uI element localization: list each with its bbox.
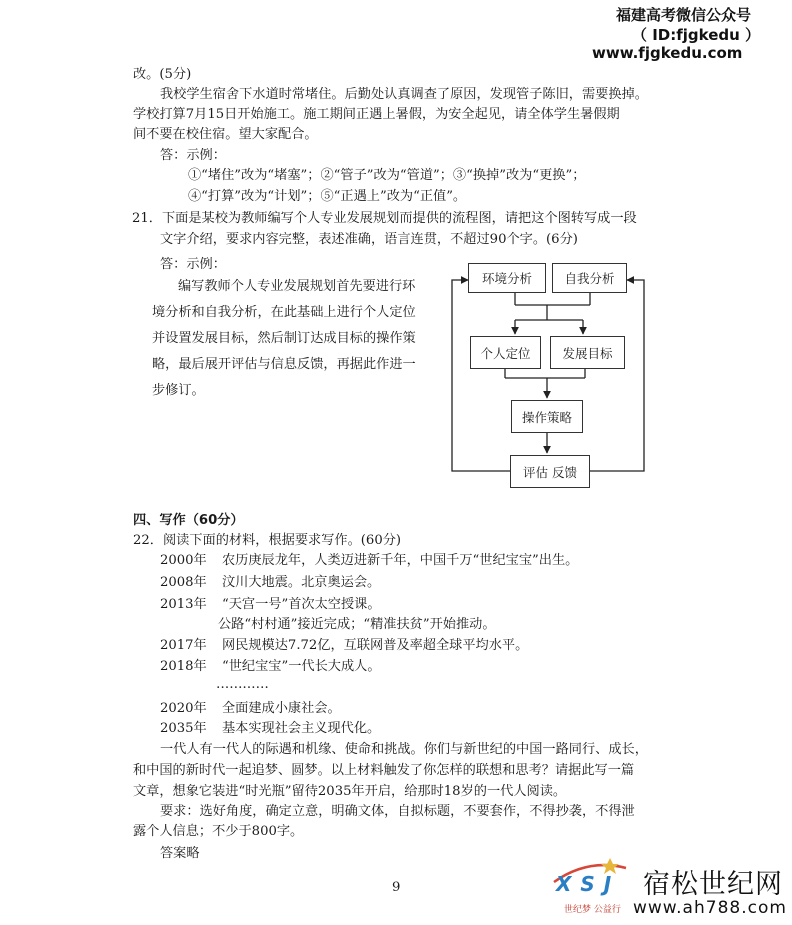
q21-answer-line: 编写教师个人专业发展规划首先要进行环 [178, 279, 416, 294]
watermark-site-name: 宿松世纪网 [643, 869, 783, 900]
timeline-text: “世纪宝宝”一代长大成人。 [222, 659, 381, 674]
q20-passage-line: 间不要在校住宿。望大家配合。 [133, 127, 318, 142]
q20-answer-line: ④“打算”改为“计划”；⑤“正遇上”改为“正值”。 [188, 189, 467, 204]
timeline-text: 网民规模达7.72亿，互联网普及率超全球平均水平。 [222, 638, 529, 653]
flowchart-node-position: 个人定位 [470, 336, 541, 369]
prompt-line: 一代人有一代人的际遇和机缘、使命和挑战。你们与新世纪的中国一路同行、成长， [160, 742, 648, 757]
answer-omitted: 答案略 [160, 846, 200, 861]
q21-question-line: 21．下面是某校为教师编写个人专业发展规划而提供的流程图，请把这个图转写成一段 [132, 211, 637, 226]
timeline-ellipsis: ………… [216, 677, 269, 692]
prompt-line: 和中国的新时代一起追梦、圆梦。以上材料触发了你怎样的联想和思考？请据此写一篇 [133, 763, 635, 778]
q21-answer-label: 答：示例： [160, 257, 226, 272]
flowchart-node-strategy: 操作策略 [511, 400, 583, 433]
flowchart-node-feedback: 评估 反馈 [510, 455, 590, 488]
prompt-line: 文章，想象它装进“时光瓶”留待2035年开启，给那时18岁的一代人阅读。 [133, 784, 567, 799]
timeline-year: 2013年 [160, 597, 207, 612]
q21-answer-line: 并设置发展目标，然后制订达成目标的操作策 [152, 331, 416, 346]
page-number: 9 [392, 880, 401, 895]
flowchart-node-self: 自我分析 [552, 263, 627, 293]
timeline-year: 2017年 [160, 638, 207, 653]
watermark-title: 福建高考微信公众号 [616, 6, 752, 24]
timeline-text: 公路“村村通”接近完成；“精准扶贫”开始推动。 [218, 617, 496, 632]
timeline-year: 2020年 [160, 701, 207, 716]
watermark-url: www.fjgkedu.com [592, 44, 743, 62]
logo-letters: X S J [556, 872, 613, 896]
section-title: 四、写作（60分） [133, 513, 244, 528]
timeline-text: 全面建成小康社会。 [222, 701, 341, 716]
q20-answer-line: ①“堵住”改为“堵塞”；②“管子”改为“管道”；③“换掉”改为“更换”； [188, 168, 586, 183]
timeline-text: “天宫一号”首次太空授课。 [222, 597, 381, 612]
watermark-id: （ ID:fjgkedu ） [632, 26, 761, 44]
q20-answer-label: 答：示例： [160, 148, 226, 163]
timeline-year: 2035年 [160, 721, 207, 736]
timeline-text: 基本实现社会主义现代化。 [222, 721, 381, 736]
watermark-site-url: www.ah788.com [633, 898, 787, 918]
q20-passage-line: 学校打算7月15日开始施工。施工期间正遇上暑假，为安全起见，请全体学生暑假期 [133, 107, 620, 122]
timeline-year: 2008年 [160, 575, 207, 590]
q21-answer-line: 步修订。 [152, 383, 205, 398]
timeline-year: 2018年 [160, 659, 207, 674]
flowchart-node-goal: 发展目标 [550, 336, 625, 369]
timeline-text: 农历庚辰龙年，人类迈进新千年，中国千万“世纪宝宝”出生。 [222, 553, 579, 568]
flowchart-node-env: 环境分析 [468, 263, 546, 293]
q21-question-line: 文字介绍，要求内容完整，表述准确，语言连贯，不超过90个字。(6分) [160, 232, 578, 247]
q20-passage-line: 我校学生宿舍下水道时常堵住。后勤处认真调查了原因，发现管子陈旧，需要换掉。 [160, 87, 648, 102]
timeline-year: 2000年 [160, 553, 207, 568]
q21-answer-line: 略，最后展开评估与信息反馈，再据此作进一 [152, 357, 416, 372]
q22-question-line: 22．阅读下面的材料，根据要求写作。(60分) [133, 533, 402, 548]
logo-caption: 世纪梦 公益行 [564, 905, 621, 915]
q20-heading: 改。(5分) [133, 67, 192, 82]
requirement-line: 露个人信息；不少于800字。 [133, 824, 304, 839]
requirement-line: 要求：选好角度，确定立意，明确文体，自拟标题，不要套作，不得抄袭，不得泄 [160, 804, 635, 819]
q21-answer-line: 境分析和自我分析，在此基础上进行个人定位 [152, 305, 416, 320]
timeline-text: 汶川大地震。北京奥运会。 [222, 575, 381, 590]
